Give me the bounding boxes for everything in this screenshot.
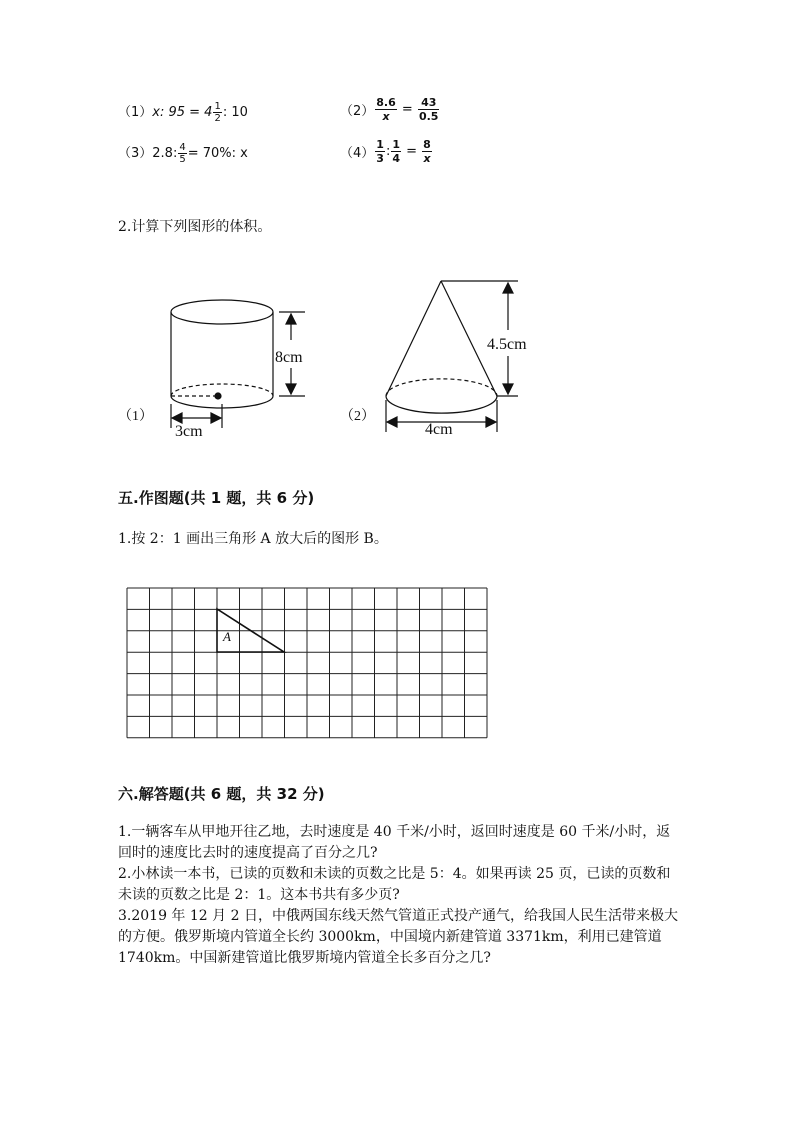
fraction: $\frac{4}{5}$: [179, 142, 186, 165]
cone-base-back: [386, 379, 497, 396]
cylinder-bottom-back: [171, 384, 273, 396]
triangle-a-label: A: [223, 629, 231, 644]
drawing-grid: [0, 580, 794, 745]
cylinder-center-dot: [215, 393, 221, 399]
section-6-heading: 六.解答题(共 6 题，共 32 分): [118, 785, 325, 803]
question-item: 3.2019 年 12 月 2 日，中俄两国东线天然气管道正式投产通气，给我国人民生活带来极大的方便。俄罗斯境内管道全长约 3000km，中国境内新建管道 3371km，利用已建管道 1740km。中国新建管道比俄罗斯境内管道全长多百分之几?: [118, 908, 678, 966]
question-item: 2.小林读一本书，已读的页数和未读的页数之比是 5：4。如果再读 25 页，已读的页数和未读的页数之比是 2：1。这本书共有多少页?: [118, 866, 671, 903]
cylinder-label: （1）: [118, 409, 153, 424]
question-item: 1.一辆客车从甲地开往乙地，去时速度是 40 千米/小时，返回时速度是 60 千米/小时，返回时的速度比去时的速度提高了百分之几?: [118, 824, 671, 861]
arrowhead-icon: [172, 413, 182, 423]
arrowhead-icon: [211, 413, 221, 423]
cylinder-height-label: 8cm: [275, 349, 303, 366]
cone-diameter-label: 4cm: [425, 421, 453, 438]
fraction: $\frac{1}{4}$: [392, 138, 400, 165]
arrowhead-icon: [286, 314, 296, 324]
equation-2: （2） $\frac{8.6}{x}$ = $\frac{43}{0.5}$: [340, 96, 439, 123]
equation-3: （3）2.8: $\frac{4}{5}$ = 70%: x: [118, 142, 248, 165]
section-5-question: 1.按 2：1 画出三角形 A 放大后的图形 B。: [118, 531, 388, 547]
arrowhead-icon: [503, 384, 513, 394]
fraction: $\frac{1}{3}$: [376, 138, 384, 165]
section-5-heading: 五.作图题(共 1 题，共 6 分): [118, 489, 315, 507]
arrowhead-icon: [486, 417, 496, 427]
cone-figure: [386, 281, 518, 432]
fraction: $\frac{43}{0.5}$: [418, 96, 439, 123]
cone-label: （2）: [340, 409, 375, 424]
cylinder-radius-label: 3cm: [175, 423, 203, 440]
equation-4: （4） $\frac{1}{3}$ : $\frac{1}{4}$ = $\frac{8}{x}$: [340, 138, 431, 165]
section-6-questions: [118, 822, 678, 969]
volume-figures: [0, 260, 794, 450]
arrowhead-icon: [286, 384, 296, 394]
grid-lines: [127, 588, 487, 738]
fraction: $\frac{8.6}{x}$: [376, 96, 396, 123]
mixed-fraction: $\frac{1}{2}$: [214, 101, 221, 124]
cone-base-front: [386, 396, 497, 413]
arrowhead-icon: [387, 417, 397, 427]
question-2-title: 2.计算下列图形的体积。: [118, 219, 272, 235]
equation-1: （1）x: 95 = 4 $\frac{1}{2}$ : 10: [118, 101, 248, 124]
cylinder-top: [171, 300, 273, 324]
arrowhead-icon: [503, 283, 513, 293]
fraction: $\frac{8}{x}$: [423, 138, 431, 165]
cone-height-label: 4.5cm: [487, 336, 527, 353]
